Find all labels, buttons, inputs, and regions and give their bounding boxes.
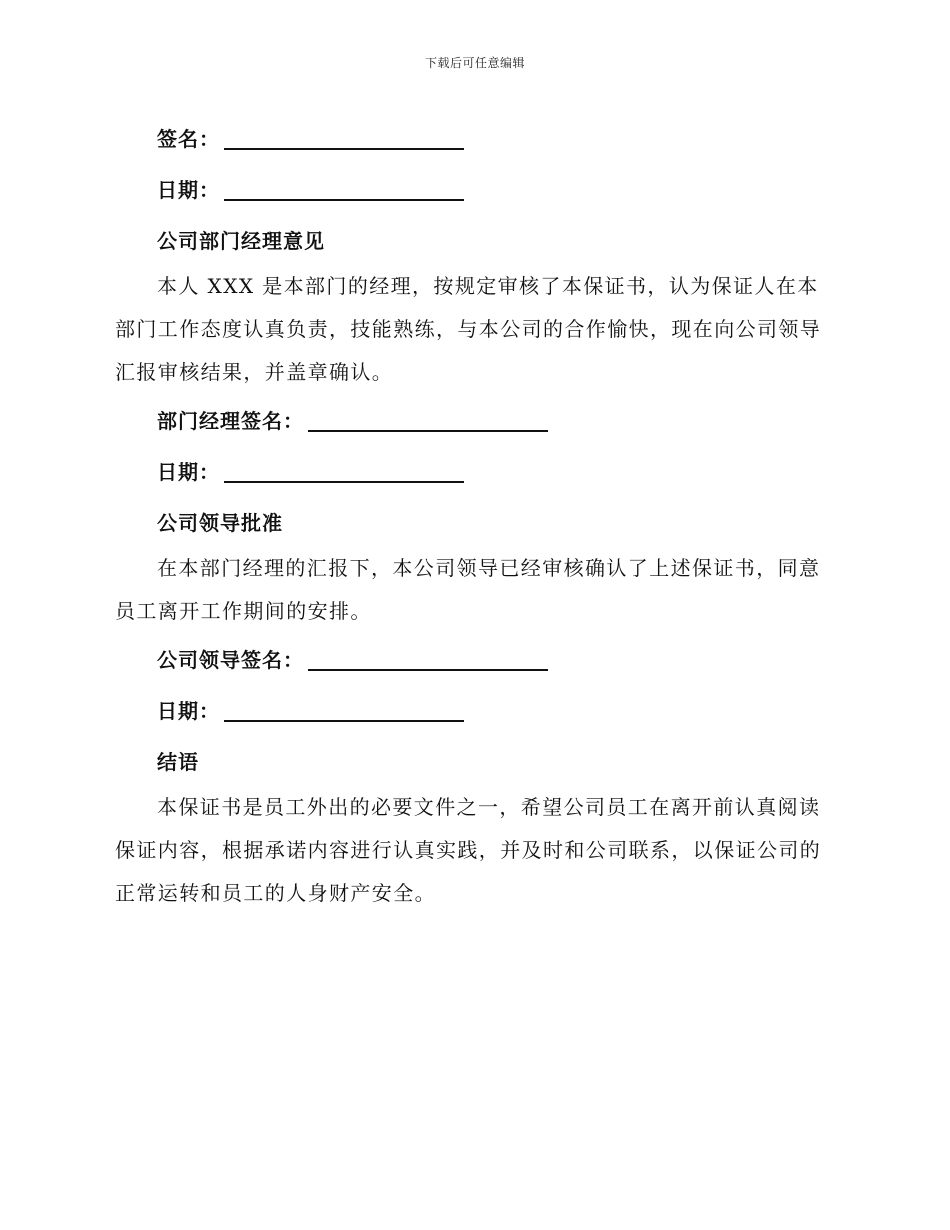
- leader-date-field: [115, 684, 831, 735]
- paragraph-line: 汇报审核结果，并盖章确认。: [115, 360, 394, 384]
- page-header: 下载后可任意编辑: [424, 56, 525, 70]
- leader-signature-label: 公司领导签名：: [157, 648, 304, 672]
- leader-approval-paragraph: [115, 547, 831, 633]
- paragraph-line: 正常运转和员工的人身财产安全。: [115, 881, 436, 905]
- signature-field: [115, 112, 831, 163]
- manager-signature-blank-line[interactable]: [308, 408, 548, 432]
- date-field: [115, 163, 831, 214]
- document-body: [115, 112, 831, 915]
- manager-signature-label: 部门经理签名：: [157, 409, 304, 433]
- manager-opinion-paragraph: [115, 265, 831, 394]
- leader-date-label: 日期：: [157, 699, 220, 723]
- conclusion-paragraph: [115, 786, 831, 915]
- paragraph-line: 本保证书是员工外出的必要文件之一，希望公司员工在离开前认真阅读: [157, 795, 821, 819]
- signature-blank-line[interactable]: [224, 126, 464, 150]
- section-title-manager-opinion: 公司部门经理意见: [157, 229, 325, 253]
- section-title-conclusion: 结语: [157, 750, 199, 774]
- manager-date-label: 日期：: [157, 460, 220, 484]
- manager-date-field: [115, 445, 831, 496]
- leader-date-blank-line[interactable]: [224, 698, 464, 722]
- manager-signature-field: [115, 394, 831, 445]
- paragraph-line: 部门工作态度认真负责，技能熟练，与本公司的合作愉快，现在向公司领导: [115, 317, 822, 341]
- paragraph-line: 保证内容，根据承诺内容进行认真实践，并及时和公司联系，以保证公司的: [115, 838, 822, 862]
- paragraph-line: 本人 XXX 是本部门的经理，按规定审核了本保证书，认为保证人在本: [157, 274, 819, 298]
- section-title-leader-approval: 公司领导批准: [157, 511, 283, 535]
- manager-date-blank-line[interactable]: [224, 459, 464, 483]
- date-label: 日期：: [157, 178, 220, 202]
- signature-label: 签名：: [157, 127, 220, 151]
- date-blank-line[interactable]: [224, 177, 464, 201]
- paragraph-line: 员工离开工作期间的安排。: [115, 599, 372, 623]
- leader-signature-blank-line[interactable]: [308, 647, 548, 671]
- leader-signature-field: [115, 633, 831, 684]
- paragraph-line: 在本部门经理的汇报下，本公司领导已经审核确认了上述保证书，同意: [157, 556, 821, 580]
